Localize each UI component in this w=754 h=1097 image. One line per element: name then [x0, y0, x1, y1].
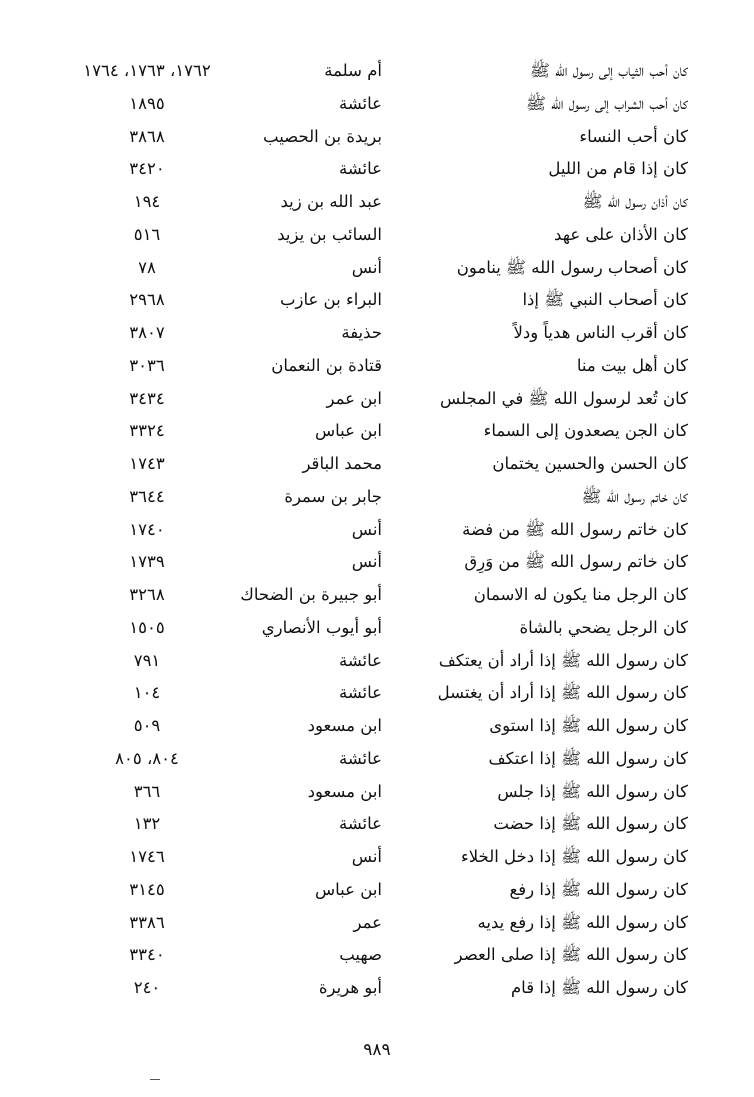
narrator-name: جابر بن سمرة — [284, 486, 382, 506]
narrator-name: أبو هريرة — [318, 978, 382, 997]
hadith-opening: كان أقرب الناس هدياً ودلاً — [513, 323, 688, 342]
index-row — [60, 579, 700, 612]
narrator-name: بريدة بن الحصيب — [263, 126, 382, 146]
narrator-name: عمر — [353, 912, 382, 932]
narrator-name: أم سلمة — [324, 61, 382, 80]
hadith-opening: كان أحب النساء — [579, 126, 688, 146]
narrator-name: عائشة — [338, 748, 382, 768]
index-row — [60, 808, 700, 841]
hadith-opening: كان رسول الله ﷺ إذا حضت — [493, 814, 688, 834]
narrator-name: محمد الباقر — [302, 454, 382, 473]
hadith-numbers: ٣٣٨٦ — [129, 912, 165, 932]
index-row — [60, 776, 700, 809]
hadith-index-table — [60, 55, 700, 1005]
hadith-opening: كان رسول الله ﷺ إذا رفع يديه — [477, 912, 688, 932]
hadith-opening: كان رسول الله ﷺ إذا دخل الخلاء — [460, 847, 688, 866]
index-row — [60, 284, 700, 317]
index-row — [60, 743, 700, 776]
hadith-numbers: ١٧٤٦ — [129, 847, 165, 866]
hadith-numbers: ٣٨٦٨ — [129, 126, 165, 146]
narrator-name: ابن عباس — [315, 879, 382, 899]
hadith-numbers: ٧٩١ — [133, 650, 161, 670]
hadith-numbers: ٣٤٣٤ — [129, 388, 165, 408]
narrator-name: قتادة بن النعمان — [271, 355, 382, 375]
hadith-numbers: ٧٨ — [138, 257, 156, 277]
index-row — [60, 121, 700, 154]
index-row — [60, 219, 700, 252]
hadith-opening: كان رسول الله ﷺ إذا قام — [510, 978, 688, 997]
hadith-opening: كان أهل بيت منا — [576, 355, 688, 375]
hadith-opening: كان خاتم رسول الله ﷺ — [581, 486, 688, 506]
hadith-numbers: ٣٢٦٨ — [129, 585, 165, 604]
index-row — [60, 317, 700, 350]
hadith-opening: كان رسول الله ﷺ إذا أراد أن يعتكف — [438, 650, 688, 670]
index-row — [60, 874, 700, 907]
hadith-numbers: ١٧٤٠ — [129, 519, 165, 539]
narrator-name: ابن مسعود — [307, 716, 382, 735]
hadith-opening: كان أصحاب النبي ﷺ إذا — [522, 290, 688, 310]
hadith-numbers: ٣١٤٥ — [129, 879, 165, 899]
narrator-name: حذيفة — [341, 323, 382, 342]
index-row — [60, 972, 700, 1005]
hadith-numbers: ٣٠٣٦ — [129, 355, 165, 375]
hadith-numbers: ٣٦٦ — [133, 781, 161, 801]
hadith-numbers: ١٧٦٢، ١٧٦٣، ١٧٦٤ — [83, 61, 211, 80]
hadith-opening: كان الحسن والحسين يختمان — [492, 454, 688, 473]
hadith-opening: كان رسول الله ﷺ إذا رفع — [509, 879, 688, 899]
hadith-numbers: ١٣٢ — [133, 814, 161, 834]
index-row — [60, 645, 700, 678]
narrator-name: أبو أيوب الأنصاري — [261, 617, 382, 637]
hadith-numbers: ١٧٣٩ — [129, 552, 165, 572]
narrator-name: عائشة — [338, 650, 382, 670]
hadith-opening: كان خاتم رسول الله ﷺ من فضة — [462, 519, 688, 539]
narrator-name: ابن عباس — [315, 421, 382, 441]
narrator-name: عائشة — [338, 93, 382, 113]
narrator-name: أنس — [351, 552, 382, 572]
narrator-name: أنس — [351, 519, 382, 539]
index-row — [60, 710, 700, 743]
index-row — [60, 677, 700, 710]
narrator-name: ابن مسعود — [307, 781, 382, 801]
hadith-opening: كان تُعد لرسول الله ﷺ في المجلس — [440, 388, 688, 408]
index-row — [60, 153, 700, 186]
narrator-name: البراء بن عازب — [279, 290, 382, 310]
hadith-opening: كان رسول الله ﷺ إذا استوى — [489, 716, 688, 735]
narrator-name: أبو جبيرة بن الضحاك — [240, 585, 382, 604]
hadith-opening: كان رسول الله ﷺ إذا أراد أن يغتسل — [437, 683, 688, 703]
index-row — [60, 415, 700, 448]
hadith-numbers: ١٠٤ — [133, 683, 161, 703]
index-row — [60, 350, 700, 383]
hadith-opening: كان إذا قام من الليل — [548, 159, 688, 179]
index-row — [60, 612, 700, 645]
hadith-opening: كان رسول الله ﷺ إذا جلس — [497, 781, 688, 801]
index-row — [60, 514, 700, 547]
hadith-opening: كان خاتم رسول الله ﷺ من وَرِق — [464, 552, 688, 572]
hadith-opening: كان رسول الله ﷺ إذا اعتكف — [488, 748, 688, 768]
narrator-name: ابن عمر — [326, 388, 382, 408]
index-row — [60, 546, 700, 579]
scan-mark — [150, 1079, 160, 1080]
narrator-name: صهيب — [339, 945, 382, 965]
hadith-opening: كان الجن يصعدون إلى السماء — [483, 421, 688, 441]
narrator-name: عائشة — [338, 814, 382, 834]
index-row — [60, 939, 700, 972]
hadith-numbers: ٥١٦ — [133, 224, 161, 244]
hadith-opening: كان الرجل يضحي بالشاة — [519, 617, 688, 637]
hadith-numbers: ٣٣٤٠ — [129, 945, 165, 965]
hadith-opening: كان أذان رسول الله ﷺ — [582, 192, 688, 211]
index-row — [60, 448, 700, 481]
hadith-opening: كان أحب الشراب إلى رسول الله ﷺ — [525, 93, 688, 113]
hadith-opening: كان رسول الله ﷺ إذا صلى العصر — [454, 945, 688, 965]
hadith-opening: كان أحب الثياب إلى رسول الله ﷺ — [529, 61, 688, 80]
hadith-numbers: ٣٦٤٤ — [129, 486, 165, 506]
hadith-numbers: ٥٠٩ — [133, 716, 161, 735]
hadith-numbers: ١٧٤٣ — [129, 454, 165, 473]
narrator-name: عائشة — [338, 159, 382, 179]
narrator-name: السائب بن يزيد — [277, 224, 382, 244]
hadith-opening: كان الأذان على عهد — [554, 224, 688, 244]
hadith-numbers: ١٩٤ — [133, 192, 161, 211]
hadith-numbers: ٣٨٠٧ — [129, 323, 165, 342]
index-row — [60, 907, 700, 940]
index-row — [60, 88, 700, 121]
narrator-name: عبد الله بن زيد — [280, 192, 382, 211]
index-row — [60, 841, 700, 874]
index-row — [60, 481, 700, 514]
page-number: ٩٨٩ — [363, 1040, 391, 1060]
narrator-name: أنس — [351, 257, 382, 277]
hadith-numbers: ٢٩٦٨ — [129, 290, 165, 310]
hadith-opening: كان أصحاب رسول الله ﷺ ينامون — [456, 257, 688, 277]
hadith-numbers: ٨٠٤، ٨٠٥ — [115, 748, 179, 768]
narrator-name: عائشة — [338, 683, 382, 703]
hadith-numbers: ٣٣٢٤ — [129, 421, 165, 441]
hadith-numbers: ١٨٩٥ — [129, 93, 165, 113]
hadith-numbers: ٣٤٢٠ — [129, 159, 165, 179]
hadith-opening: كان الرجل منا يكون له الاسمان — [473, 585, 688, 604]
hadith-numbers: ٢٤٠ — [133, 978, 161, 997]
index-row — [60, 186, 700, 219]
narrator-name: أنس — [351, 847, 382, 866]
index-row — [60, 55, 700, 88]
hadith-numbers: ١٥٠٥ — [129, 617, 165, 637]
index-row — [60, 252, 700, 285]
index-row — [60, 383, 700, 416]
